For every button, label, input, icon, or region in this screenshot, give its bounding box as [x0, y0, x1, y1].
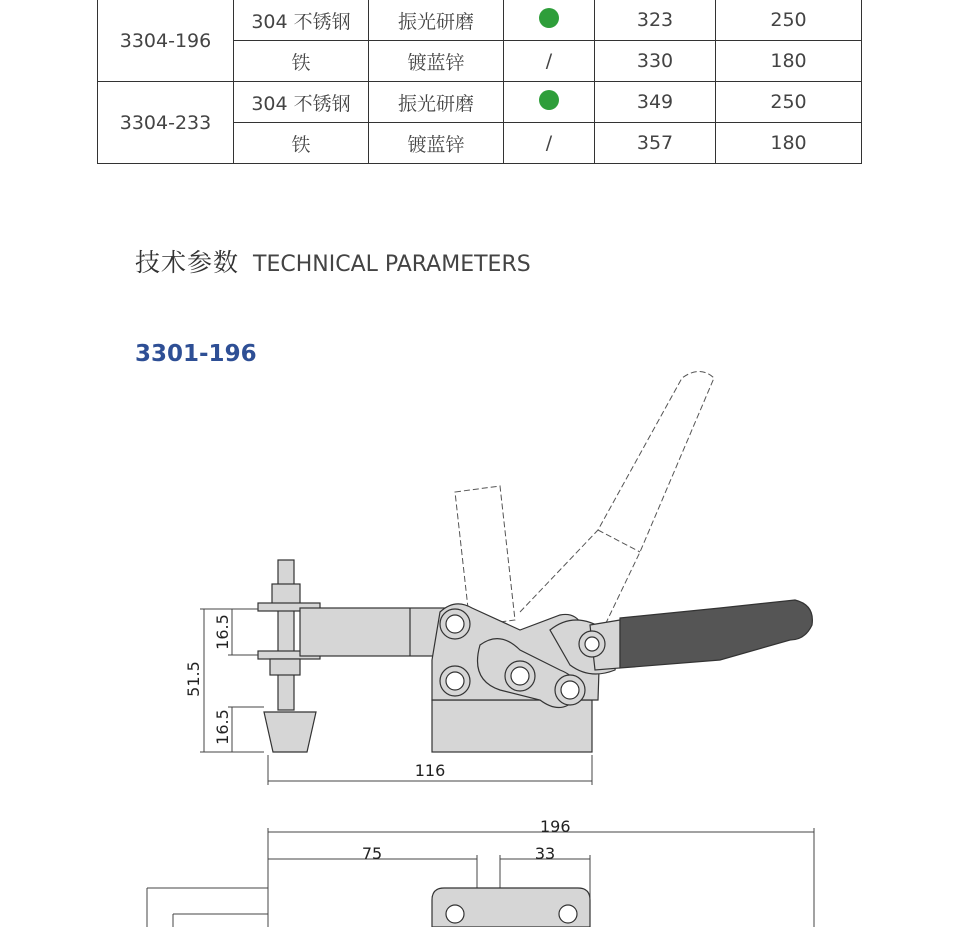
value-cell: 357: [595, 123, 716, 164]
value-cell: 180: [716, 123, 862, 164]
dim-16-5-bottom: 16.5: [213, 709, 232, 745]
model-title: 3301-196: [135, 341, 257, 367]
dim-33: 33: [534, 844, 556, 863]
clamp-arm: [300, 608, 445, 656]
dim-51-5: 51.5: [184, 661, 203, 697]
finish-cell: 镀蓝锌: [369, 41, 504, 82]
value-cell: 349: [595, 82, 716, 123]
finish-cell: 振光研磨: [369, 0, 504, 41]
finish-cell: 振光研磨: [369, 82, 504, 123]
section-title-en: TECHNICAL PARAMETERS: [253, 252, 531, 277]
value-cell: 323: [595, 0, 716, 41]
dim-16-5-top: 16.5: [213, 614, 232, 650]
indicator-cell: /: [504, 41, 595, 82]
section-title-cn: 技术参数: [135, 248, 240, 277]
ghost-handle-outline: [455, 372, 714, 627]
material-cell: 304 不锈钢: [234, 82, 369, 123]
finish-cell: 镀蓝锌: [369, 123, 504, 164]
value-cell: 180: [716, 41, 862, 82]
material-cell: 304 不锈钢: [234, 0, 369, 41]
clamp-handle: [590, 600, 812, 670]
dim-196: 196: [540, 817, 571, 836]
indicator-cell: /: [504, 123, 595, 164]
model-cell: 3304-233: [98, 82, 234, 164]
dim-75: 75: [361, 844, 383, 863]
value-cell: 330: [595, 41, 716, 82]
dim-116: 116: [414, 761, 446, 780]
value-cell: 250: [716, 82, 862, 123]
value-cell: 250: [716, 0, 862, 41]
model-cell: 3304-196: [98, 0, 234, 82]
material-cell: 铁: [234, 41, 369, 82]
material-cell: 铁: [234, 123, 369, 164]
top-view-base-plate: [432, 888, 590, 927]
